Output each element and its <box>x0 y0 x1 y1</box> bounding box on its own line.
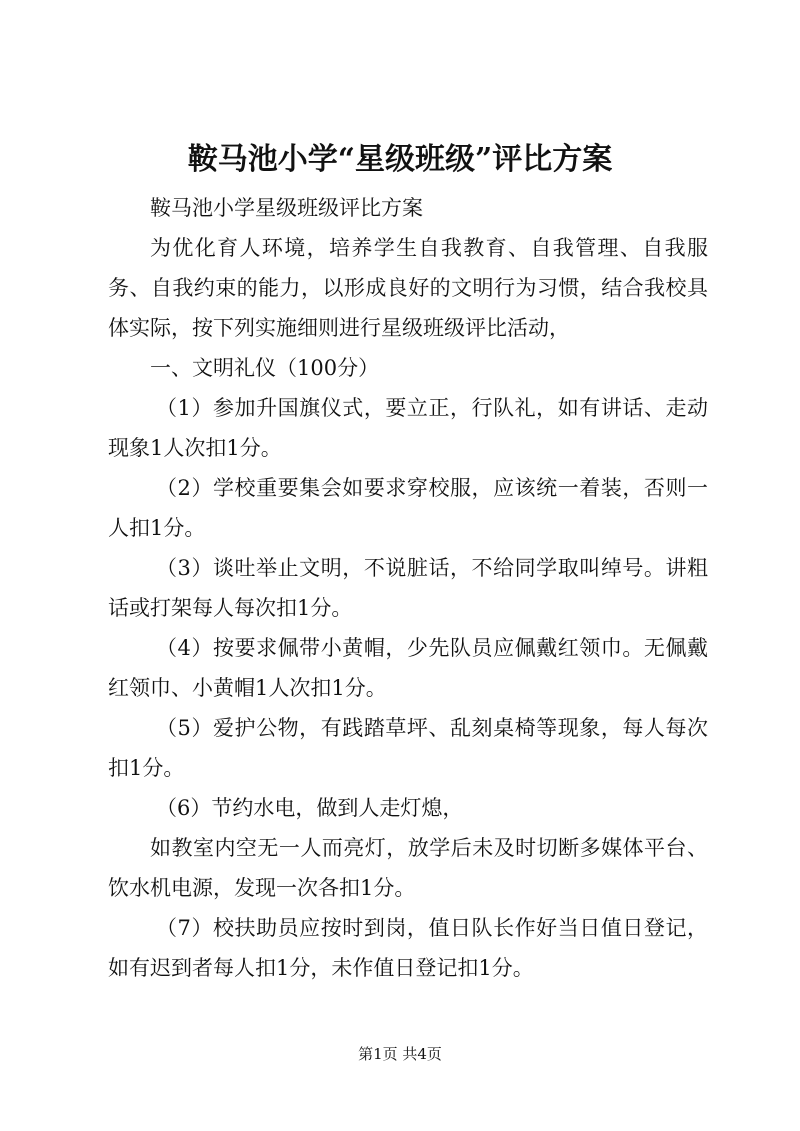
rule-item-7: （7）校扶助员应按时到岗，值日队长作好当日值日登记，如有迟到者每人扣1分，未作值日登记扣1分。 <box>108 916 708 980</box>
paragraph-subtitle: 鞍马池小学星级班级评比方案 <box>150 196 423 220</box>
rule-item-1: （1）参加升国旗仪式，要立正，行队礼，如有讲话、走动现象1人次扣1分。 <box>108 396 708 460</box>
rule-item-2: （2）学校重要集会如要求穿校服，应该统一着装，否则一人扣1分。 <box>108 476 708 540</box>
section-heading-etiquette: 一、文明礼仪（100分） <box>150 356 380 380</box>
rule-item-4: （4）按要求佩带小黄帽，少先队员应佩戴红领巾。无佩戴红领巾、小黄帽1人次扣1分。 <box>108 636 708 700</box>
document-body <box>108 188 708 988</box>
rule-item-6: （6）节约水电，做到人走灯熄， <box>156 796 464 820</box>
rule-item-3: （3）谈吐举止文明，不说脏话，不给同学取叫绰号。讲粗话或打架每人每次扣1分。 <box>108 556 708 620</box>
document-title: 鞍马池小学“星级班级”评比方案 <box>187 142 613 177</box>
paragraph-intro: 为优化育人环境，培养学生自我教育、自我管理、自我服务、自我约束的能力，以形成良好的文明行为习惯，结合我校具体实际，按下列实施细则进行星级班级评比活动， <box>108 236 708 340</box>
rule-item-6-detail: 如教室内空无一人而亮灯，放学后未及时切断多媒体平台、饮水机电源，发现一次各扣1分。 <box>108 836 708 900</box>
rule-item-5: （5）爱护公物，有践踏草坪、乱刻桌椅等现象，每人每次扣1分。 <box>108 716 708 780</box>
page-footer: 第1页 共4页 <box>358 1045 442 1063</box>
